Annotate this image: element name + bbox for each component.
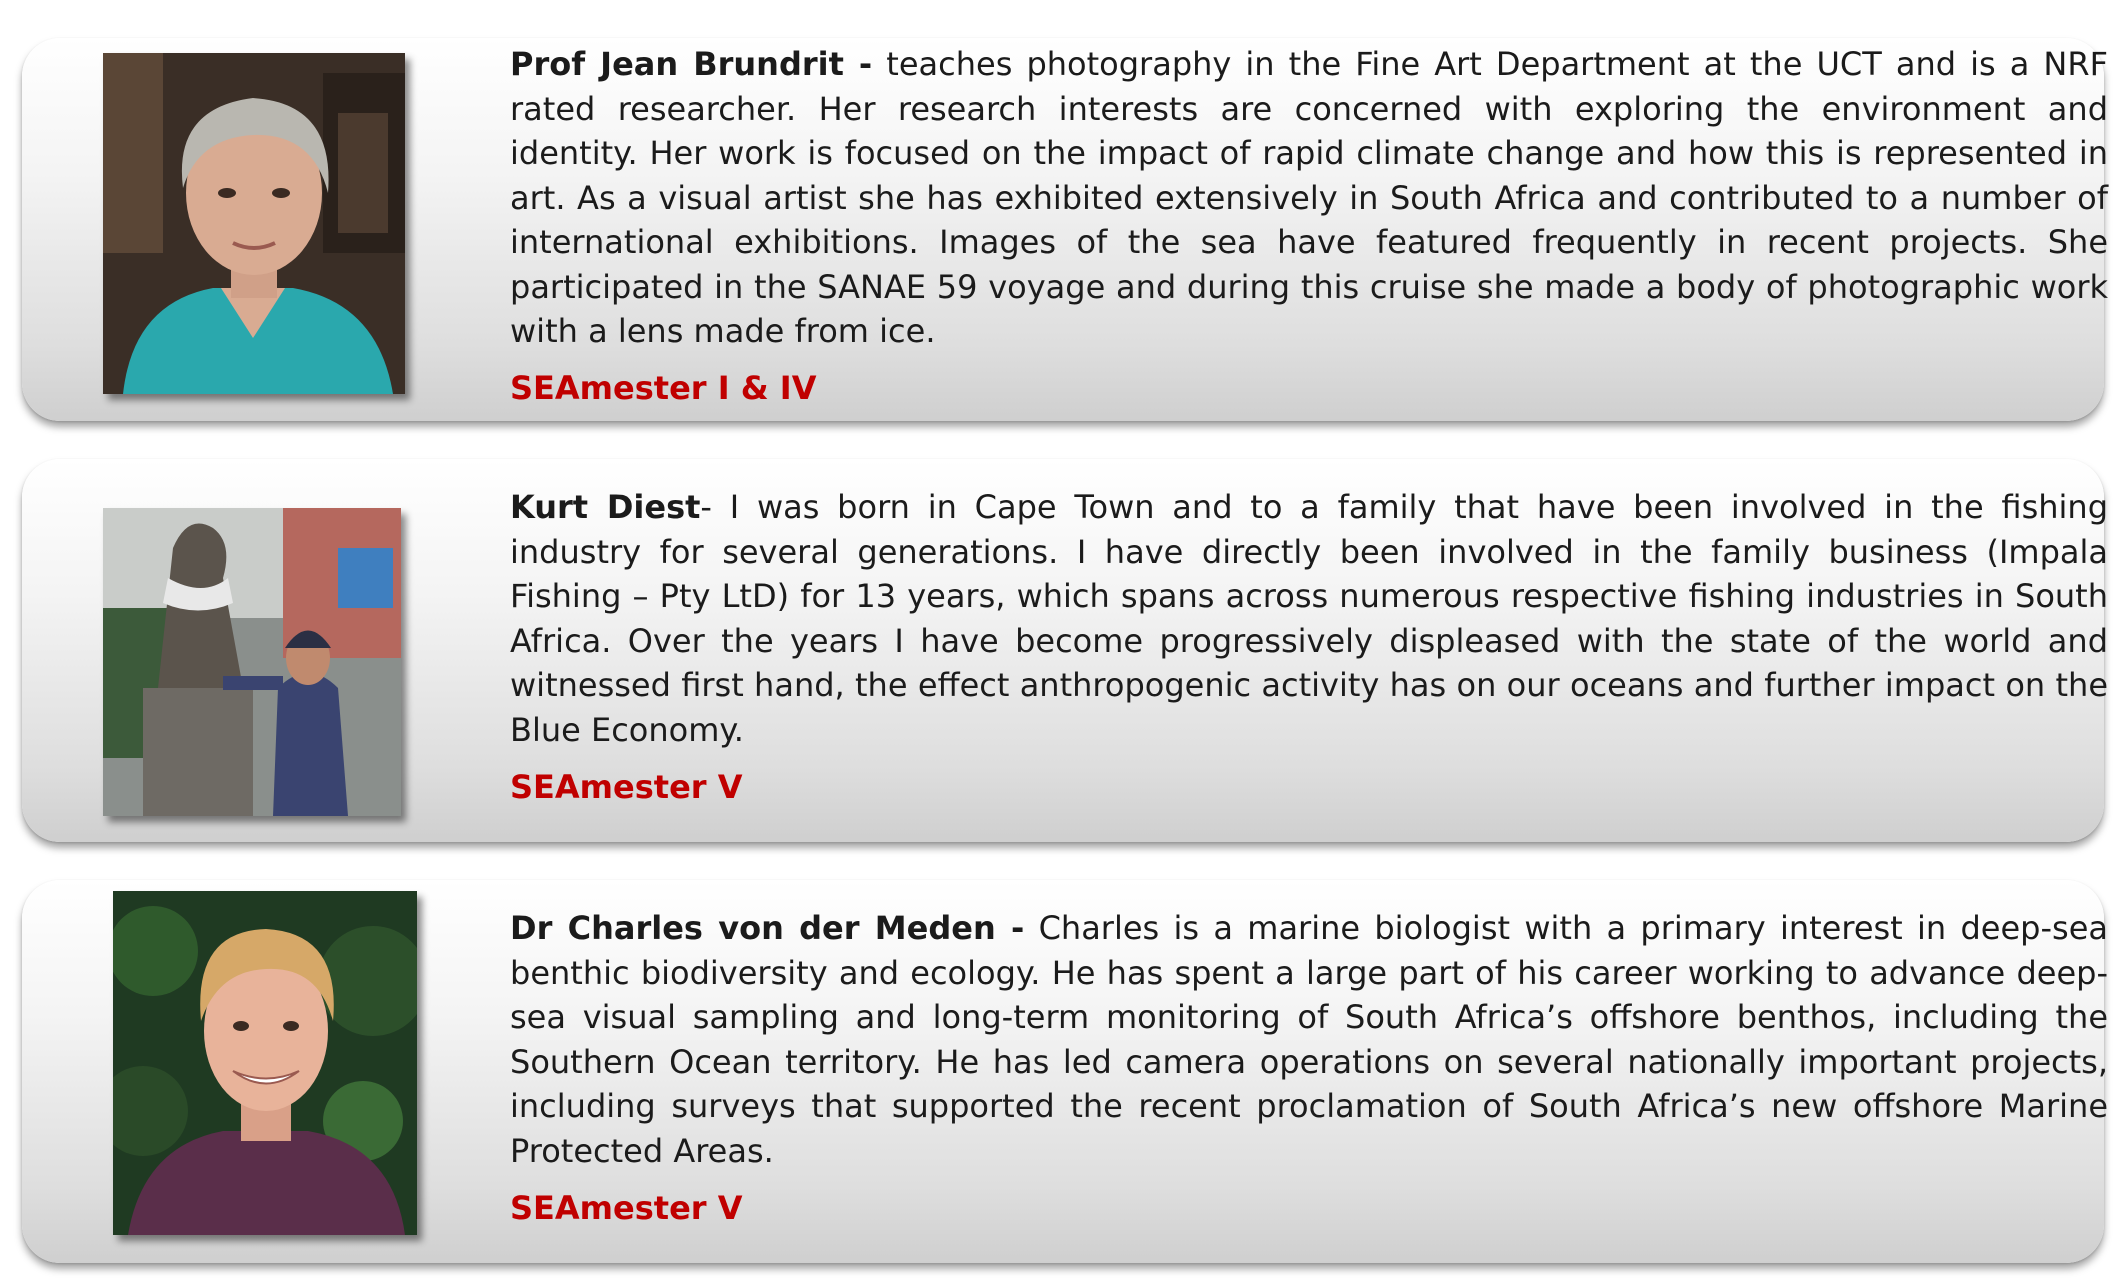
bio-text xyxy=(510,906,2108,1173)
program-label: SEAmester V xyxy=(510,768,743,806)
bio-text xyxy=(510,42,2108,354)
person-name: Kurt Diest xyxy=(510,488,701,526)
bio-description: Charles is a marine biologist with a primary interest in deep-sea benthic biodiversity and ecology. He has spent a large part of his career working to advance deep-sea visual sampling and long-term monitoring of South Africa’s offshore benthos, including the Southern Ocean territory. He has led camera operations on several nationally important projects, including surveys that supported the recent proclamation of South Africa’s new offshore Marine Protected Areas. xyxy=(510,909,2108,1170)
profile-card-charles-von-der-meden xyxy=(22,880,2108,1263)
person-name: Dr Charles von der Meden - xyxy=(510,909,1025,947)
profile-card-kurt-diest xyxy=(22,459,2109,842)
program-label: SEAmester I & IV xyxy=(510,369,817,407)
bio-description: - I was born in Cape Town and to a family that have been involved in the fishing industry for several generations. I have directly been involved in the family business (Impala Fishing – Pty LtD) for 13 years, which spans across numerous respective fishing industries in South Africa. Over the years I have become progressively displeased with the state of the world and witnessed first hand, the effect anthropogenic activity has on our oceans and further impact on the Blue Economy. xyxy=(510,488,2109,749)
bio-description: teaches photography in the Fine Art Department at the UCT and is a NRF rated researcher. Her research interests are concerned with exploring the environment and identity. Her work is focused on the impact of rapid climate change and how this is represented in art. As a visual artist she has exhibited extensively in South Africa and contributed to a number of international exhibitions. Images of the sea have featured frequently in recent projects. She participated in the SANAE 59 voyage and during this cruise she made a body of photographic work with a lens made from ice. xyxy=(510,45,2109,350)
portrait-photo-charles-von-der-meden xyxy=(113,891,417,1235)
person-name: Prof Jean Brundrit - xyxy=(510,45,873,83)
portrait-photo-kurt-diest xyxy=(103,508,401,816)
portrait-photo-jean-brundrit xyxy=(103,53,405,394)
bio-text xyxy=(510,485,2108,752)
program-label: SEAmester V xyxy=(510,1189,743,1227)
profile-card-jean-brundrit xyxy=(22,38,2109,421)
